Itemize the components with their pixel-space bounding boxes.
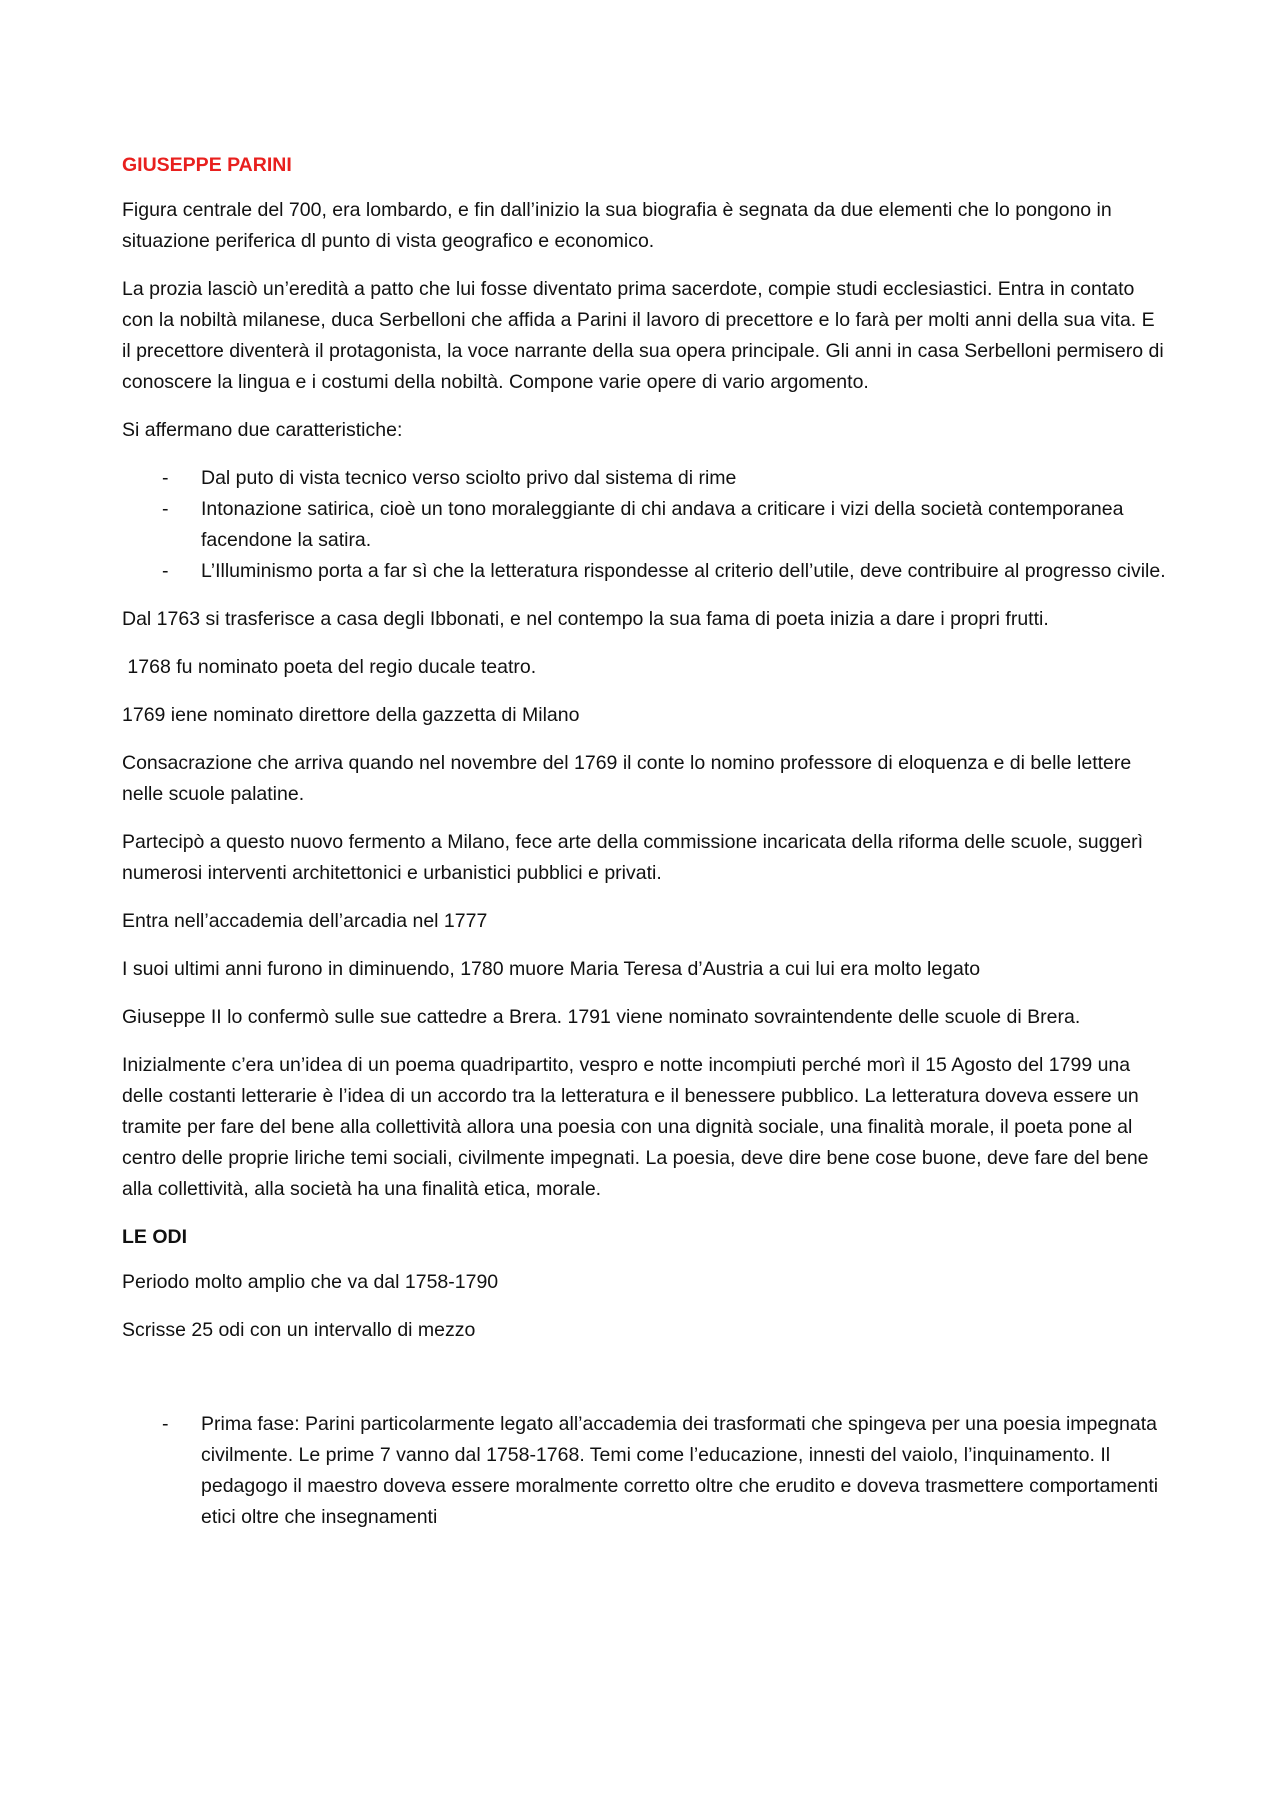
paragraph-bio-6: Entra nell’accademia dell’arcadia nel 1777 bbox=[122, 910, 488, 932]
paragraph-bio-9: Inizialmente c’era un’idea di un poema quadripartito, vespro e notte incompiuti perché morì il 15 Agosto del 1799 una delle costanti letterarie è l’idea di un accordo tra la letteratura e il benessere pubblico. La letteratura doveva essere un tramite per fare del bene alla collettività allora una poesia con una dignità sociale, una finalità morale, il poeta pone al centro delle proprie liriche temi sociali, civilmente impegnati. La poesia, deve dire bene cose buone, deve fare del bene alla collettività, alla società ha una finalità etica, morale. bbox=[122, 1054, 1149, 1200]
paragraph-bio-2: 1768 fu nominato poeta del regio ducale teatro. bbox=[122, 656, 537, 678]
bullet-dash: - bbox=[162, 560, 169, 582]
paragraph-odi-2: Scrisse 25 odi con un intervallo di mezzo bbox=[122, 1319, 476, 1341]
paragraph-intro-2: La prozia lasciò un’eredità a patto che lui fosse diventato prima sacerdote, compie studi ecclesiastici. Entra in contato con la nobiltà milanese, duca Serbelloni che affida a Parini il lavoro di precettore e lo farà per molti anni della sua vita. E il precettore diventerà il protagonista, la voce narrante della sua opera principale. Gli anni in casa Serbelloni permisero di conoscere la lingua e i costumi della nobiltà. Compone varie opere di vario argomento. bbox=[122, 278, 1164, 393]
list-item bbox=[122, 1409, 1167, 1533]
list-item-text: Prima fase: Parini particolarmente legato all’accademia dei trasformati che spingeva per una poesia impegnata civilmente. Le prime 7 vanno dal 1758-1768. Temi come l’educazione, innesti del vaiolo, l’inquinamento. Il pedagogo il maestro doveva essere moralmente corretto oltre che erudito e doveva trasmettere comportamenti etici oltre che insegnamenti bbox=[201, 1413, 1159, 1528]
paragraph-intro-1: Figura centrale del 700, era lombardo, e fin dall’inizio la sua biografia è segnata da due elementi che lo pongono in situazione periferica dl punto di vista geografico e economico. bbox=[122, 199, 1112, 252]
bullet-dash: - bbox=[162, 467, 169, 489]
paragraph-bio-8: Giuseppe II lo confermò sulle sue cattedre a Brera. 1791 viene nominato sovraintendente delle scuole di Brera. bbox=[122, 1006, 1081, 1028]
paragraph-intro-3: Si affermano due caratteristiche: bbox=[122, 419, 403, 441]
paragraph-bio-7: I suoi ultimi anni furono in diminuendo, 1780 muore Maria Teresa d’Austria a cui lui era molto legato bbox=[122, 958, 981, 980]
paragraph-bio-3: 1769 iene nominato direttore della gazzetta di Milano bbox=[122, 704, 580, 726]
blank-line bbox=[122, 1363, 1167, 1409]
list-item-text: Dal puto di vista tecnico verso sciolto privo dal sistema di rime bbox=[201, 467, 737, 489]
document-title: GIUSEPPE PARINI bbox=[122, 154, 292, 176]
bullet-dash: - bbox=[162, 498, 169, 520]
list-item bbox=[122, 494, 1167, 556]
list-item-text: Intonazione satirica, cioè un tono moraleggiante di chi andava a criticare i vizi della società contemporanea facendone la satira. bbox=[201, 498, 1124, 551]
bullet-dash: - bbox=[162, 1413, 169, 1435]
paragraph-bio-1: Dal 1763 si trasferisce a casa degli Ibbonati, e nel contempo la sua fama di poeta inizia a dare i propri frutti. bbox=[122, 608, 1049, 630]
phases-list bbox=[122, 1409, 1167, 1533]
paragraph-odi-1: Periodo molto amplio che va dal 1758-1790 bbox=[122, 1271, 499, 1293]
list-item bbox=[122, 556, 1167, 587]
paragraph-bio-4: Consacrazione che arriva quando nel novembre del 1769 il conte lo nomino professore di eloquenza e di belle lettere nelle scuole palatine. bbox=[122, 752, 1132, 805]
characteristics-list bbox=[122, 463, 1167, 587]
list-item bbox=[122, 463, 1167, 494]
section-heading-odi: LE ODI bbox=[122, 1226, 188, 1248]
list-item-text: L’Illuminismo porta a far sì che la letteratura rispondesse al criterio dell’utile, deve contribuire al progresso civile. bbox=[201, 560, 1166, 582]
document-page bbox=[122, 150, 1167, 1550]
paragraph-bio-5: Partecipò a questo nuovo fermento a Milano, fece arte della commissione incaricata della riforma delle scuole, suggerì numerosi interventi architettonici e urbanistici pubblici e privati. bbox=[122, 831, 1144, 884]
